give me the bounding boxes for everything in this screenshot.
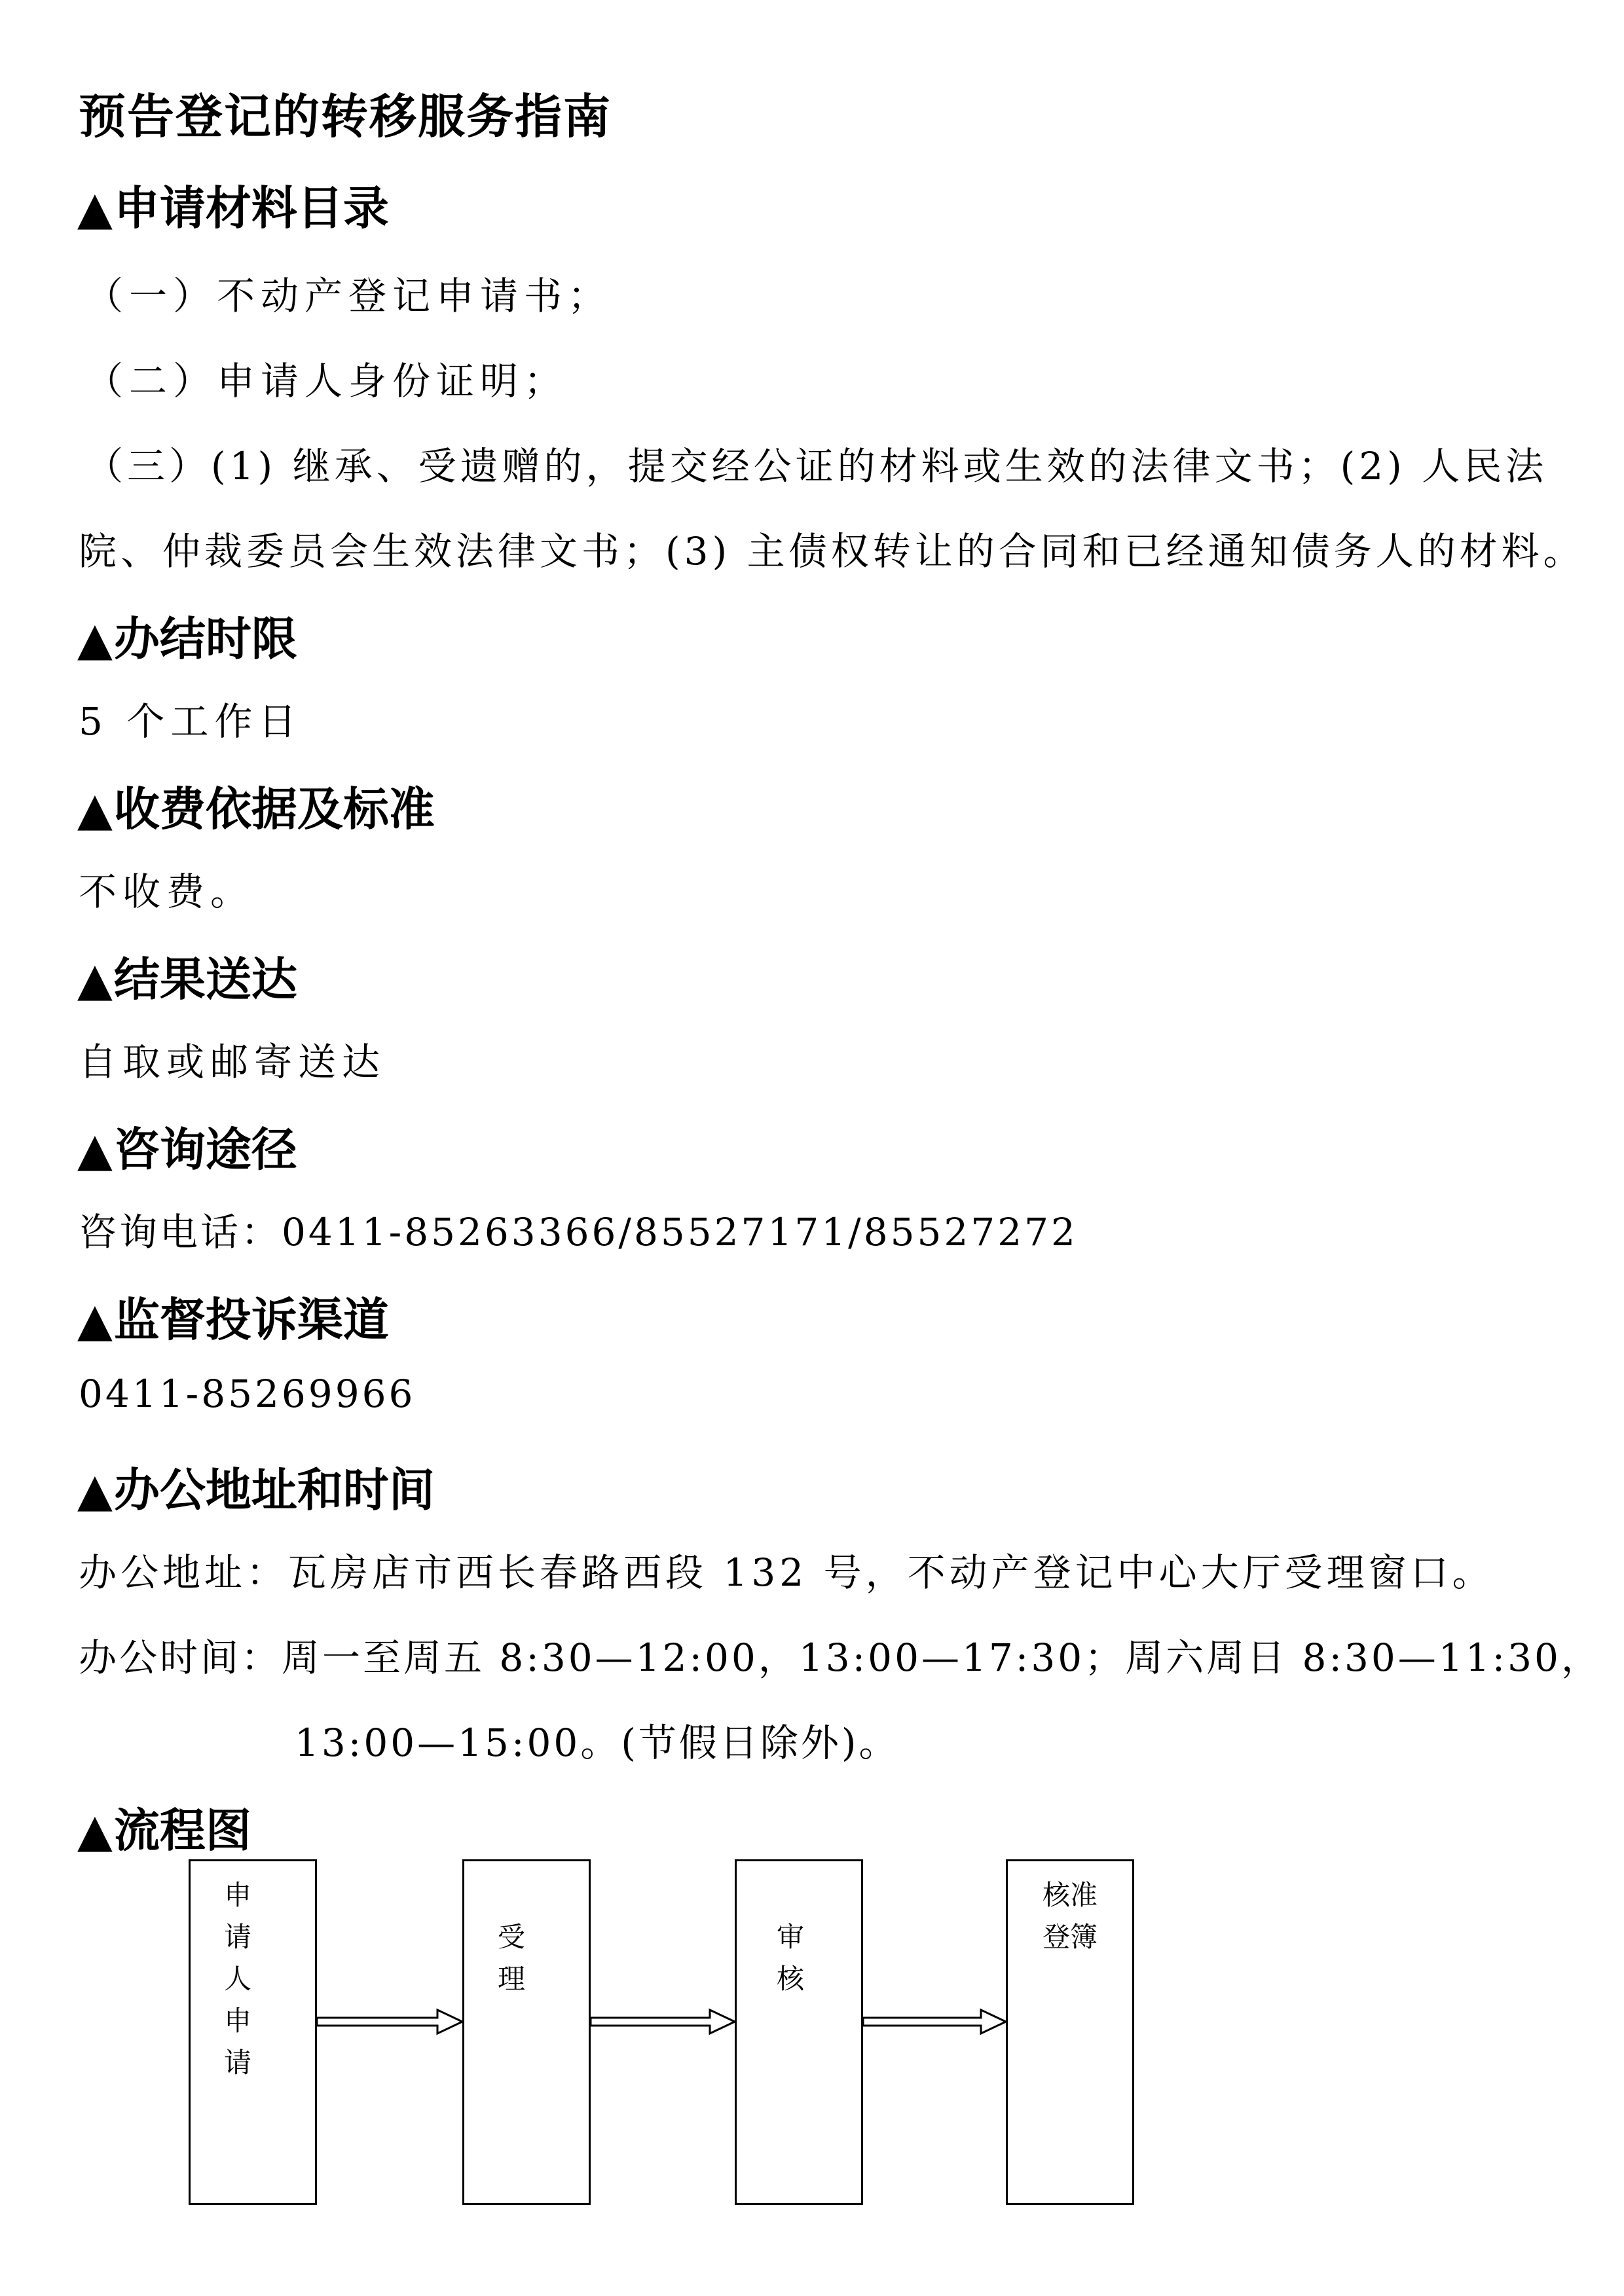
delivery-text: 自取或邮寄送达 <box>79 1040 386 1084</box>
section-heading-complaint: ▲监督投诉渠道 <box>77 1293 389 1347</box>
complaint-phone-text: 0411-85269966 <box>79 1372 416 1416</box>
section-heading-time-limit: ▲办结时限 <box>77 612 297 666</box>
triangle-marker-icon: ▲ <box>77 1804 113 1857</box>
triangle-marker-icon: ▲ <box>77 953 113 1006</box>
time-limit-text: 5 个工作日 <box>79 699 303 744</box>
flow-step-apply: 申请人申请 <box>189 1859 317 2205</box>
material-item-2: （二）申请人身份证明； <box>85 359 568 403</box>
office-address-text: 办公地址：瓦房店市西长春路西段 132 号，不动产登记中心大厅受理窗口。 <box>79 1550 1494 1595</box>
office-hours-line-1: 办公时间：周一至周五 8:30—12:00，13:00—17:30；周六周日 8:30—11:30， <box>79 1635 1602 1680</box>
flow-step-accept: 受理 <box>462 1859 591 2205</box>
section-heading-consult: ▲咨询途径 <box>77 1123 297 1176</box>
section-heading-delivery: ▲结果送达 <box>77 953 297 1006</box>
triangle-marker-icon: ▲ <box>77 612 113 666</box>
flow-arrow-2 <box>591 2007 736 2036</box>
office-hours-line-2: 13:00—15:00。(节假日除外)。 <box>295 1721 900 1765</box>
flow-arrow-3 <box>863 2007 1007 2036</box>
flow-step-approve-register: 核准登簿 <box>1006 1859 1134 2205</box>
triangle-marker-icon: ▲ <box>77 1463 113 1517</box>
consult-phone-text: 咨询电话：0411-85263366/85527171/85527272 <box>79 1210 1078 1254</box>
triangle-marker-icon: ▲ <box>77 782 113 836</box>
triangle-marker-icon: ▲ <box>77 181 113 235</box>
section-heading-flow: ▲流程图 <box>77 1804 251 1857</box>
material-item-3-line-1: （三）(1) 继承、受遗赠的，提交经公证的材料或生效的法律文书；(2) 人民法 <box>85 444 1548 488</box>
flow-arrow-1 <box>317 2007 464 2036</box>
page-title: 预告登记的转移服务指南 <box>79 89 612 144</box>
material-item-3-line-2: 院、仲裁委员会生效法律文书；(3) 主债权转让的合同和已经通知债务人的材料。 <box>79 529 1585 574</box>
material-item-1: （一）不动产登记申请书； <box>85 274 612 318</box>
flow-step-review: 审核 <box>735 1859 863 2205</box>
triangle-marker-icon: ▲ <box>77 1123 113 1176</box>
fees-text: 不收费。 <box>79 869 255 914</box>
triangle-marker-icon: ▲ <box>77 1293 113 1347</box>
flowchart <box>0 1859 1624 2226</box>
section-heading-fees: ▲收费依据及标准 <box>77 782 435 836</box>
section-heading-office: ▲办公地址和时间 <box>77 1463 435 1517</box>
section-heading-materials: ▲申请材料目录 <box>77 181 389 235</box>
